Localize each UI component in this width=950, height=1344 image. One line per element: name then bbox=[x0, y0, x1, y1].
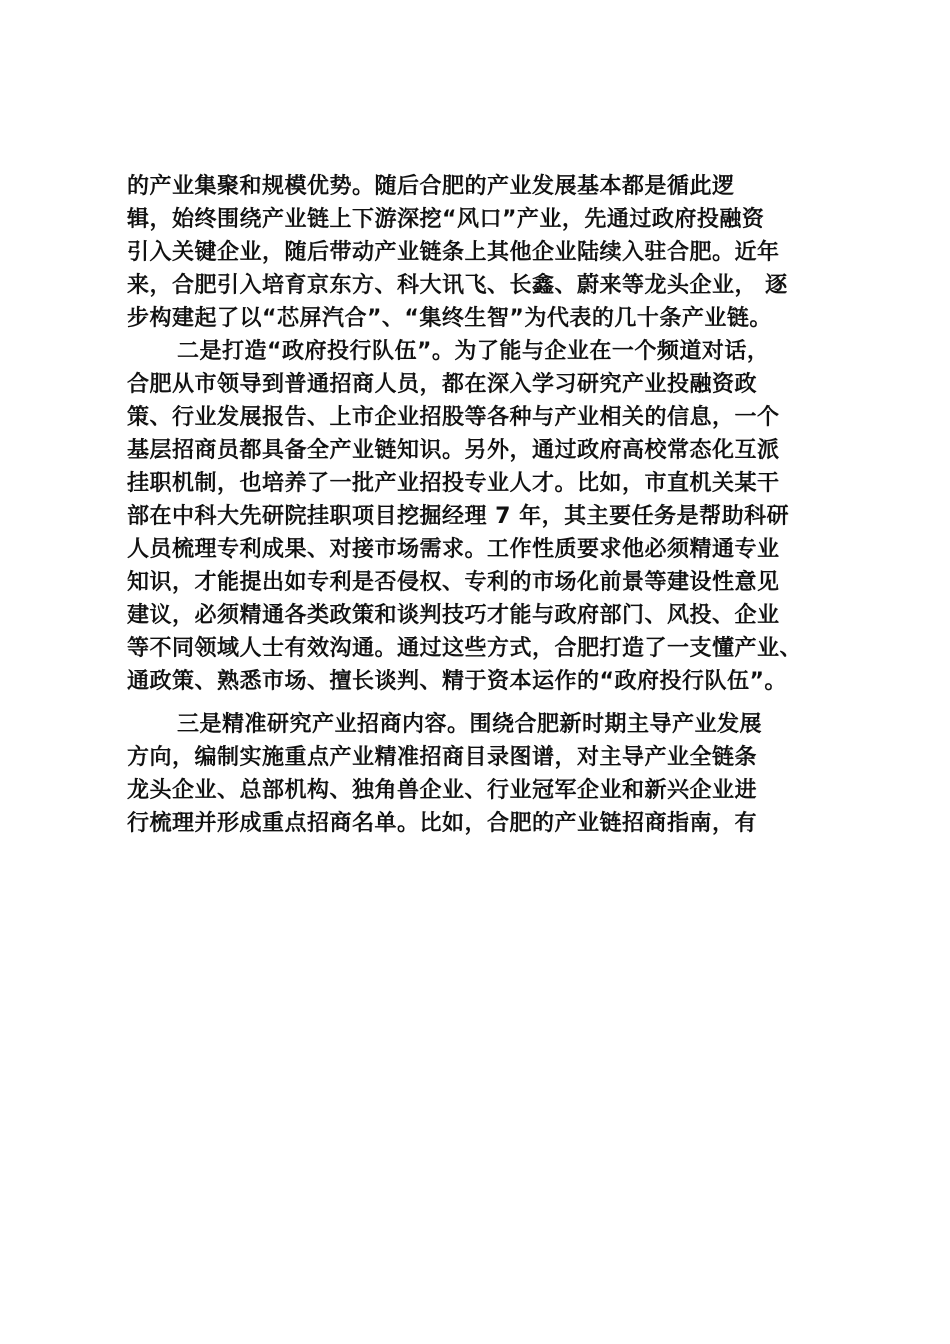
paragraph-line: 合肥从市领导到普通招商人员，都在深入学习研究产业投融资政 bbox=[127, 372, 758, 397]
paragraph-line: 基层招商员都具备全产业链知识。另外，通过政府高校常态化互派 bbox=[127, 438, 780, 463]
paragraph-line: 挂职机制，也培养了一批产业招投专业人才。比如，市直机关某干 bbox=[127, 471, 780, 496]
paragraph-line: 二是打造“政府投行队伍”。为了能与企业在一个频道对话， bbox=[177, 339, 770, 364]
paragraph-line: 通政策、熟悉市场、擅长谈判、精于资本运作的“政府投行队伍”。 bbox=[127, 669, 787, 694]
paragraph-line: 等不同领域人士有效沟通。通过这些方式，合肥打造了一支懂产业、 bbox=[127, 636, 803, 661]
document-body bbox=[127, 170, 857, 840]
paragraph-line: 部在中科大先研院挂职项目挖掘经理 7 年，其主要任务是帮助科研 bbox=[127, 504, 790, 529]
paragraph-3 bbox=[127, 708, 857, 840]
paragraph-line: 行梳理并形成重点招商名单。比如，合肥的产业链招商指南，有 bbox=[127, 811, 758, 836]
paragraph-line: 方向，编制实施重点产业精准招商目录图谱，对主导产业全链条 bbox=[127, 745, 758, 770]
paragraph-line: 辑，始终围绕产业链上下游深挖“风口”产业，先通过政府投融资 bbox=[127, 207, 765, 232]
paragraph-line: 人员梳理专利成果、对接市场需求。工作性质要求他必须精通专业 bbox=[127, 537, 780, 562]
paragraph-line: 建议，必须精通各类政策和谈判技巧才能与政府部门、风投、企业 bbox=[127, 603, 780, 628]
paragraph-line: 三是精准研究产业招商内容。围绕合肥新时期主导产业发展 bbox=[177, 712, 763, 737]
paragraph-line: 来，合肥引入培育京东方、科大讯飞、长鑫、蔚来等龙头企业， 逐 bbox=[127, 273, 788, 298]
paragraph-line: 步构建起了以“芯屏汽合”、“集终生智”为代表的几十条产业链。 bbox=[127, 306, 772, 331]
paragraph-1 bbox=[127, 170, 857, 335]
paragraph-line: 龙头企业、总部机构、独角兽企业、行业冠军企业和新兴企业进 bbox=[127, 778, 758, 803]
paragraph-2 bbox=[127, 335, 857, 698]
paragraph-line: 策、行业发展报告、上市企业招股等各种与产业相关的信息，一个 bbox=[127, 405, 780, 430]
paragraph-line: 知识，才能提出如专利是否侵权、专利的市场化前景等建设性意见 bbox=[127, 570, 780, 595]
paragraph-line: 的产业集聚和规模优势。随后合肥的产业发展基本都是循此逻 bbox=[127, 174, 735, 199]
paragraph-line: 引入关键企业，随后带动产业链条上其他企业陆续入驻合肥。近年 bbox=[127, 240, 780, 265]
